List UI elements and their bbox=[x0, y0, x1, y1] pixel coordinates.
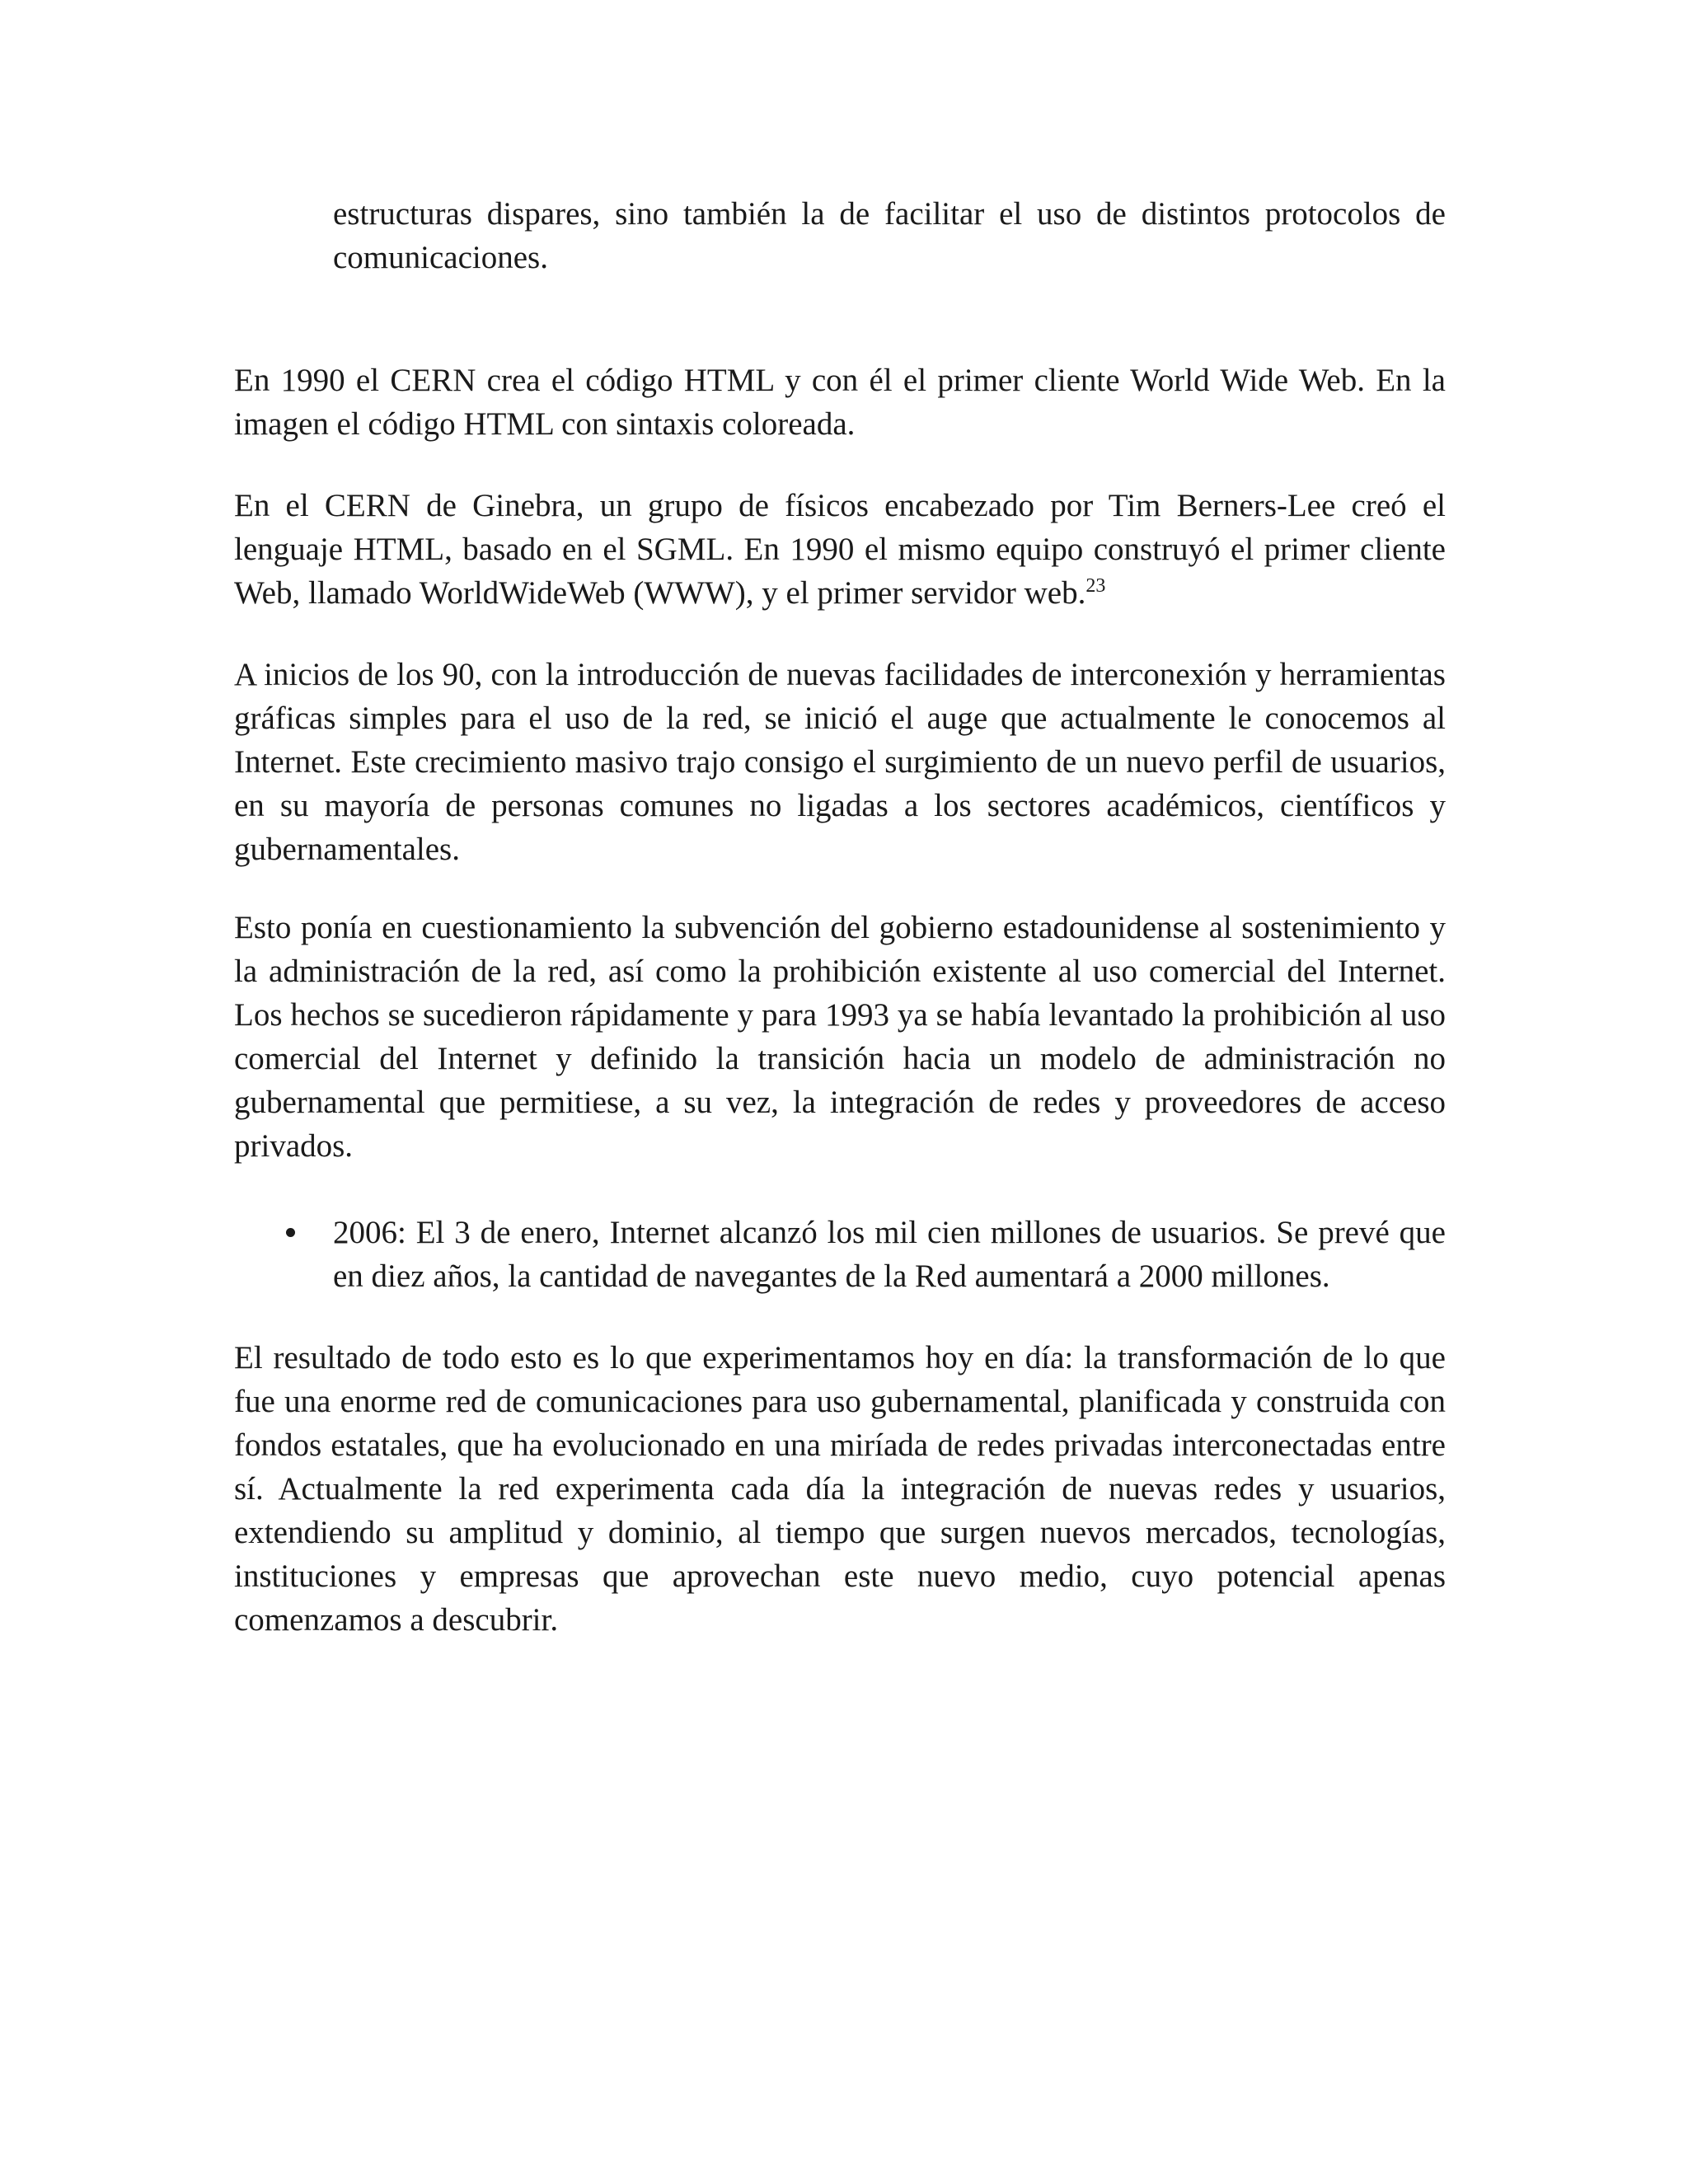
list-item-text: 2006: El 3 de enero, Internet alcanzó los mil cien millones de usuarios. Se prevé que en diez años, la cantidad de navegantes de la Red aumentará a 2000 millones. bbox=[333, 1215, 1446, 1294]
paragraph-early-90s bbox=[234, 653, 1446, 871]
bullet-icon bbox=[282, 1211, 298, 1254]
paragraph-text: Esto ponía en cuestionamiento la subvención del gobierno estadounidense al sostenimiento y la administración de la red, así como la prohibición existente al uso comercial del Internet. Los hechos se sucedieron rápidamente y para 1993 ya se había levantado la prohibición al uso comercial del Internet y definido la transición hacia un modelo de administración no gubernamental que permitiese, a su vez, la integración de redes y proveedores de acceso privados. bbox=[234, 910, 1446, 1164]
continuation-text: estructuras dispares, sino también la de facilitar el uso de distintos protocolos de comunicaciones. bbox=[333, 196, 1446, 275]
paragraph-cern bbox=[234, 484, 1446, 615]
continuation-paragraph bbox=[333, 192, 1446, 279]
footnote-reference: 23 bbox=[1085, 575, 1106, 597]
paragraph-body: En el CERN de Ginebra, un grupo de físicos encabezado por Tim Berners-Lee creó el lenguaje HTML, basado en el SGML. En 1990 el mismo equipo construyó el primer cliente Web, llamado WorldWideWeb (WWW), y el primer servidor web. bbox=[234, 488, 1446, 611]
list-item bbox=[333, 1211, 1446, 1298]
paragraph-text: El resultado de todo esto es lo que experimentamos hoy en día: la transformación de lo que fue una enorme red de comunicaciones para uso gubernamental, planificada y construida con fondos estatales, que ha evolucionado en una miríada de redes privadas interconectadas entre sí. Actualmente la red experimenta cada día la integración de nuevas redes y usuarios, extendiendo su amplitud y dominio, al tiempo que surgen nuevos mercados, tecnologías, instituciones y empresas que aprovechan este nuevo medio, cuyo potencial apenas comenzamos a descubrir. bbox=[234, 1340, 1446, 1638]
paragraph-text: A inicios de los 90, con la introducción de nuevas facilidades de interconexión y herramientas gráficas simples para el uso de la red, se inició el auge que actualmente le conocemos al Internet. Este crecimiento masivo trajo consigo el surgimiento de un nuevo perfil de usuarios, en su mayoría de personas comunes no ligadas a los sectores académicos, científicos y gubernamentales. bbox=[234, 657, 1446, 867]
paragraph-closing bbox=[234, 1336, 1446, 1642]
paragraph-text bbox=[234, 484, 1446, 615]
paragraph-text: En 1990 el CERN crea el código HTML y con él el primer cliente World Wide Web. En la imagen el código HTML con sintaxis coloreada. bbox=[234, 363, 1446, 442]
paragraph-subsidy bbox=[234, 906, 1446, 1168]
paragraph-html-origin bbox=[234, 359, 1446, 446]
